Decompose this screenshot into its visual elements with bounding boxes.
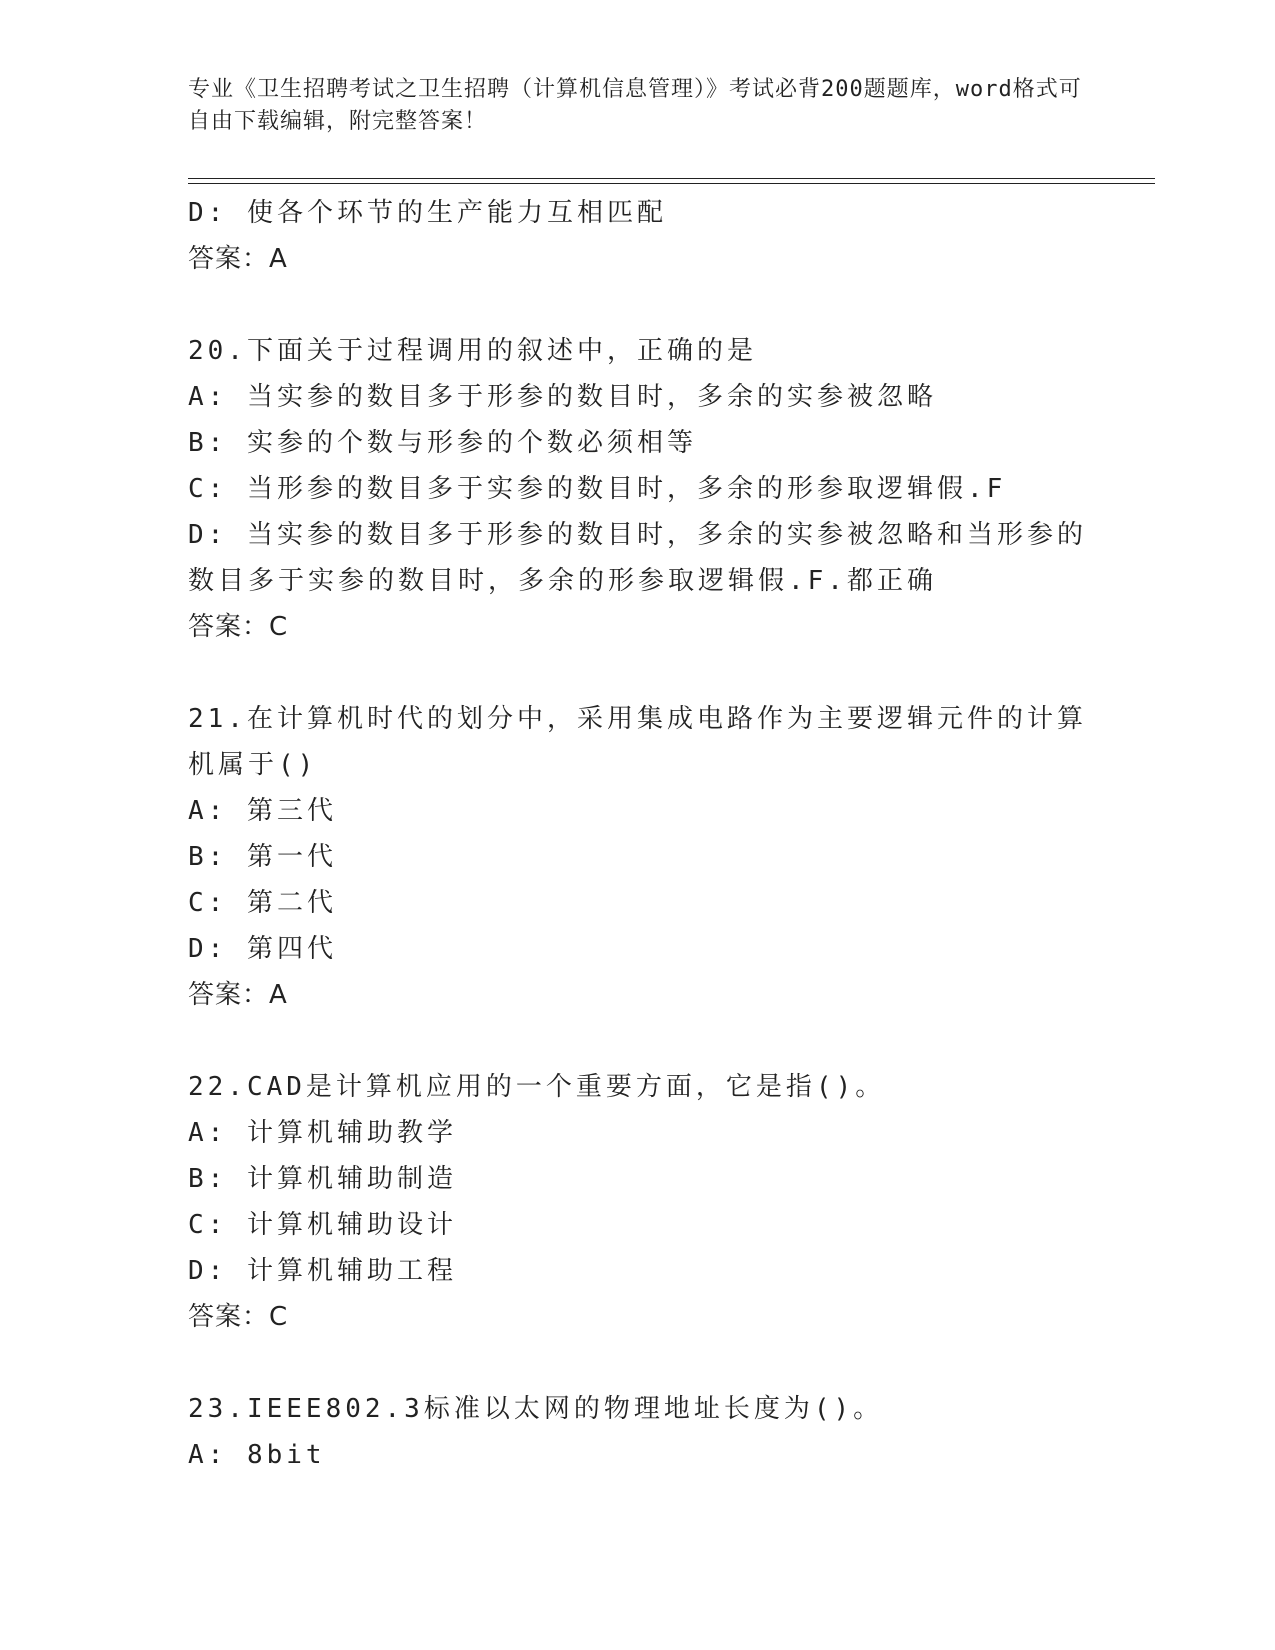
question-stem: 23.IEEE802.3标准以太网的物理地址长度为()。 bbox=[188, 1394, 884, 1424]
answer-line: 答案：A bbox=[188, 244, 288, 274]
option-d: D: 当实参的数目多于形参的数目时，多余的实参被忽略和当形参的数目多于实参的数目时，多余的形参取逻辑假.F.都正确 bbox=[188, 520, 1087, 596]
question-stem: 20.下面关于过程调用的叙述中，正确的是 bbox=[188, 336, 757, 366]
option-b: B: 计算机辅助制造 bbox=[188, 1164, 457, 1194]
question-21 bbox=[188, 696, 1088, 1018]
question-22 bbox=[188, 1064, 1088, 1340]
document-header: 专业《卫生招聘考试之卫生招聘（计算机信息管理）》考试必背200题题库，word格式可自由下载编辑，附完整答案！ bbox=[188, 77, 1082, 134]
answer-line: 答案：C bbox=[188, 612, 289, 642]
answer-line: 答案：C bbox=[188, 1302, 289, 1332]
question-stem: 22.CAD是计算机应用的一个重要方面，它是指()。 bbox=[188, 1072, 886, 1102]
question-23 bbox=[188, 1386, 1088, 1478]
option-c: C: 当形参的数目多于实参的数目时，多余的形参取逻辑假.F bbox=[188, 474, 1007, 504]
option-a: A: 8bit bbox=[188, 1440, 326, 1470]
answer-line: 答案：A bbox=[188, 980, 288, 1010]
header-divider bbox=[188, 178, 1155, 184]
option-b: B: 实参的个数与形参的个数必须相等 bbox=[188, 428, 697, 458]
option-c: C: 第二代 bbox=[188, 888, 337, 918]
previous-question-tail bbox=[188, 190, 1088, 282]
option-a: A: 第三代 bbox=[188, 796, 337, 826]
option-d: D: 使各个环节的生产能力互相匹配 bbox=[188, 198, 667, 228]
option-c: C: 计算机辅助设计 bbox=[188, 1210, 457, 1240]
option-b: B: 第一代 bbox=[188, 842, 337, 872]
option-a: A: 当实参的数目多于形参的数目时，多余的实参被忽略 bbox=[188, 382, 937, 412]
document-body bbox=[188, 190, 1088, 1478]
option-d: D: 第四代 bbox=[188, 934, 337, 964]
question-20 bbox=[188, 328, 1088, 650]
option-a: A: 计算机辅助教学 bbox=[188, 1118, 457, 1148]
question-stem: 21.在计算机时代的划分中，采用集成电路作为主要逻辑元件的计算机属于() bbox=[188, 704, 1087, 780]
option-d: D: 计算机辅助工程 bbox=[188, 1256, 457, 1286]
